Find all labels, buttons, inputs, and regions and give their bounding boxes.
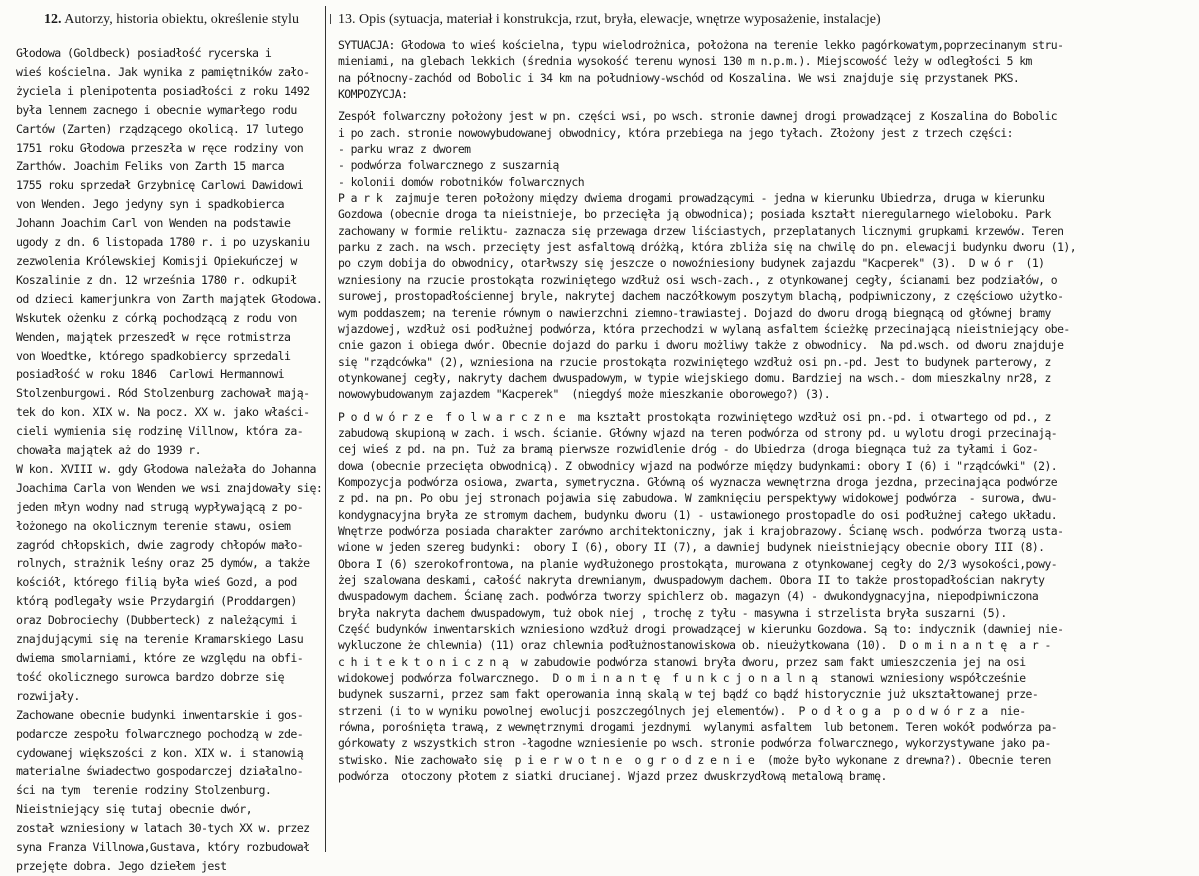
- text-line: budynek suszarni, przez sam fakt operowania inną skalą w tej bądź co bądź historycznie już ukształtowanej prze-: [338, 687, 1039, 702]
- text-line: kościół, którego filią była wieś Gozd, a pod: [16, 575, 297, 590]
- text-line: von Wenden. Jego jedyny syn i spadkobierca: [16, 197, 284, 212]
- section-12-number: 12.: [44, 12, 62, 27]
- text-line: Głodowa (Goldbeck) posiadłość rycerska i: [16, 46, 272, 60]
- text-line: kondygnacyjna bryła ze stromym dachem, budynku dworu (1) - ustawionego prostopadle do osi podłużnej całego układu.: [338, 507, 1058, 522]
- text-line: cej wieś z pd. na pn. Tuż za bramą pierwsze rozwidlenie dróg - do Ubiedrza (droga biegnąca tuż za tyłami i Goz-: [338, 442, 1039, 457]
- text-line: wieś kościelna. Jak wynika z pamiętników zało-: [16, 64, 310, 79]
- text-line: cnie gazon i obiega dwór. Obecnie dojazd do parku i dworu możliwy także z obwodnicy. Na pd.wsch. od dworu znajduje: [338, 338, 1064, 353]
- text-line: rolnych, strażnik leśny oraz 25 dymów, a także: [16, 556, 310, 571]
- text-line: jeden młyn wodny nad strugą wypływającą z po-: [16, 499, 304, 514]
- text-line: został wzniesiony w latach 30-tych XX w. przez: [16, 821, 310, 836]
- text-line: syna Franza Villnowa,Gustava, który rozbudował: [16, 840, 310, 855]
- text-line: z pd. na pn. Po obu jej stronach pojawia się zabudowa. W zamknięciu perspektywy widokowej podwórza - surowa, dwu-: [338, 491, 1058, 506]
- text-line: bryła nakryta dachem dwuspadowym, tuż obok niej , trochę z tyłu - masywna i strzelista bryła suszarni (5).: [338, 605, 1007, 620]
- text-line: Kompozycja podwórza osiowa, zwarta, symetryczna. Główną oś wyznacza wewnętrzna droga jezdna, przecinająca podwórze: [338, 474, 1058, 489]
- section-12-body: [16, 44, 323, 876]
- text-line: Koszalinie z dn. 12 września 1780 r. odkupił: [16, 272, 297, 287]
- text-line: ugody z dn. 6 listopada 1780 r. i po uzyskaniu: [16, 235, 310, 250]
- text-line: KOMPOZYCJA:: [338, 87, 408, 102]
- text-line: od dzieci kamerjunkra von Zarth majątek Głodowa.: [16, 291, 323, 306]
- text-line: chowała majątek aż do 1939 r.: [16, 443, 202, 458]
- text-line: ści na tym terenie rodziny Stolzenburg.: [16, 783, 272, 798]
- text-line: cieli wymienia się rodzinę Villnow, która za-: [16, 424, 304, 439]
- text-line: wione w jeden szereg budynki: obory I (6), obory II (7), a dawniej budynek nieistniejący obecnie obory III (8).: [338, 540, 1045, 555]
- section-13-number: 13.: [338, 12, 356, 27]
- text-line: łożonego na okolicznym terenie stawu, osiem: [16, 518, 291, 533]
- text-line: oraz Dobrociechy (Dubberteck) z należącymi i: [16, 613, 297, 628]
- park-and-manor-block: [338, 108, 1194, 402]
- section-13-heading: [338, 12, 1194, 28]
- section-13-title: Opis (sytuacja, materiał i konstrukcja, rzut, bryła, elewacje, wnętrze wyposażenie, instalacje): [359, 12, 881, 27]
- text-line: Obora I (6) szerokofrontowa, na planie wydłużonego prostokąta, murowana z otynkowanej cegły do 2/3 wysokości,powy-: [338, 556, 1058, 571]
- text-line: P o d w ó r z e f o l w a r c z n e ma kształt prostokąta rozwiniętego wzdłuż osi pn.-pd. i otwartego od pd., z: [338, 409, 1051, 424]
- text-line: życiela i plenipotenta posiadłości z roku 1492: [16, 83, 310, 98]
- text-line: - parku wraz z dworem: [338, 142, 471, 157]
- text-line: Zachowane obecnie budynki inwentarskie i gos-: [16, 707, 304, 722]
- text-line: zachowany w formie reliktu- zaznacza się przewaga drzew liściastych, przeplatanych licznymi grupkami krzewów. Teren: [338, 223, 1064, 238]
- text-line: Wskutek ożenku z córką pochodzącą z rodu von: [16, 310, 297, 325]
- text-line: rozwijały.: [16, 688, 80, 703]
- text-line: wym poddaszem; na terenie równym o nawierzchni ziemno-trawiastej. Dojazd do dworu drogą biegnącą od głównej bramy: [338, 305, 1051, 320]
- text-line: stwisko. Nie zachowało się p i e r w o t n e o g r o d z e n i e (może było wykonane z drewna?). Obecnie teren: [338, 752, 1051, 767]
- text-line: parku z zach. na wsch. przecięty jest asfaltową dróżką, która zbliża się na chwilę do pn. elewacji budynku dworu (1),: [338, 240, 1077, 255]
- text-line: nowowybudowanym zajazdem "Kacperek" (niegdyś może mieszkanie oborowego?) (3).: [338, 387, 831, 402]
- text-line: Zarthów. Joachim Feliks von Zarth 15 marca: [16, 159, 284, 174]
- text-line: otynkowanej cegły, nakryty dachem dwuspadowym, w typie wiejskiego domu. Bardziej na wsch.- dom mieszkalny nr28, z: [338, 370, 1051, 385]
- text-line: podwórza otoczony płotem z siatki drucianej. Wjazd przez dwuskrzydłową metalową bramę.: [338, 769, 887, 784]
- text-line: c h i t e k t o n i c z n ą w zabudowie podwórza stanowi bryła dworu, przez sam fakt umieszczenia jej na osi: [338, 654, 1026, 669]
- text-line: podarcze zespołu folwarcznego pochodzą w zde-: [16, 726, 304, 741]
- text-line: wykluczone że chlewnia) (11) oraz chlewnia podłużnostanowiskowa ob. nieużytkowana (10). D o m i n a n t ę a r -: [338, 638, 1051, 653]
- text-line: cydowanej większości z kon. XIX w. i stanowią: [16, 745, 304, 760]
- text-line: żej szalowana deskami, całość nakryta drewnianym, dwuspadowym dachem. Obora II to także prostopadłościan nakryty: [338, 573, 1045, 587]
- text-line: zabudową skupioną w zach. i wsch. ścianie. Główny wjazd na teren podwórza od strony pd. u wylotu drogi przecinają-: [338, 425, 1058, 440]
- text-line: surowej, prostopadłościennej bryle, nakrytej dachem naczółkowym poszytym blachą, podpiwniczony, z częściowo użytko-: [338, 289, 1064, 304]
- text-line: wjazdowej, wzdłuż osi podłużnej podwórza, która przechodzi w wylaną asfaltem ścieżkę przecinającą nieistniejący obe-: [338, 321, 1070, 336]
- text-line: Wenden, majątek przeszedł w ręce rotmistrza: [16, 329, 291, 344]
- text-line: Cartów (Zarten) rządzącego okolicą. 17 lutego: [16, 121, 304, 136]
- text-line: na północny-zachód od Bobolic i 34 km na południowy-wschód od Koszalina. We wsi znajduje się przystanek PKS.: [338, 70, 1020, 85]
- situation-block: [338, 37, 1194, 102]
- text-line: tek do kon. XIX w. Na pocz. XX w. jako właści-: [16, 405, 310, 420]
- text-line: Stolzenburgowi. Ród Stolzenburg zachował mają-: [16, 386, 310, 401]
- farmyard-block: [338, 409, 1194, 785]
- text-line: von Woedtke, którego spadkobiercy sprzedali: [16, 348, 291, 363]
- text-line: Wnętrze podwórza posiada charakter zarówno architektoniczny, jak i krajobrazowy. Ścianę wsch. podwórza tworzą usta-: [338, 523, 1064, 538]
- left-column: [6, 6, 326, 873]
- text-line: przejęte dobra. Jego dziełem jest: [16, 858, 227, 873]
- text-line: dwuspadowym dachem. Ścianę zach. podwórza tworzy spichlerz ob. magazyn (4) - dwukondygnacyjna, niepodpiwniczona: [338, 589, 1039, 604]
- text-line: widokowej podwórza folwarcznego. D o m i n a n t ę f u n k c j o n a l n ą stanowi wzniesiony współcześnie: [338, 671, 1026, 686]
- text-line: się "rządcówka" (2), wzniesiona na rzucie prostokąta rozwiniętego wzdłuż osi pn.-pd. Jest to budynek parterowy, z: [338, 354, 1051, 369]
- text-line: zezwolenia Królewskiej Komisji Opiekuńczej w: [16, 253, 297, 268]
- text-line: tość okolicznego surowca bardzo dobrze się: [16, 669, 284, 684]
- text-line: P a r k zajmuje teren położony między dwiema drogami prowadzącymi - jedna w kierunku Ubiedrza, druga w kierunku: [338, 191, 1045, 206]
- text-line: materialne świadectwo gospodarczej działalno-: [16, 764, 304, 779]
- text-line: którą podlegały wsie Przydargiń (Proddargen): [16, 594, 297, 609]
- text-line: Johann Joachim Carl von Wenden na podstawie: [16, 216, 291, 231]
- text-line: 1751 roku Głodowa przeszła w ręce rodziny von: [16, 140, 304, 155]
- text-line: Zespół folwarczny położony jest w pn. części wsi, po wsch. stronie dawnej drogi prowadzącej z Koszalina do Bobolic: [338, 109, 1058, 124]
- text-line: W kon. XVIII w. gdy Głodowa należała do Johanna: [16, 461, 316, 476]
- text-line: po czym dobija do obwodnicy, otarłwszy się jeszcze o nowoźniesiony budynek zajazdu "Kacperek" (3). D w ó r (1): [338, 256, 1045, 271]
- text-line: dowa (obecnie przecięta obwodnicą). Z obwodnicy wjazd na podwórze między budynkami: obory I (6) i "rządcówki" (2).: [338, 458, 1058, 473]
- text-line: - podwórza folwarcznego z suszarnią: [338, 158, 559, 173]
- text-line: 1755 roku sprzedał Grzybnicę Carlowi Dawidowi: [16, 178, 304, 193]
- text-line: strzeni (i to w wyniku powolnej ewolucji poszczególnych jej elementów). P o d ł o g a p o d w ó r z a nie-: [338, 703, 1026, 718]
- text-line: - kolonii domów robotników folwarcznych: [338, 174, 585, 189]
- text-line: dwiema smolarniami, które ze względu na obfi-: [16, 651, 304, 665]
- text-line: Nieistniejący się tutaj obecnie dwór,: [16, 802, 253, 817]
- text-line: znajdującymi się na terenie Kramarskiego Lasu: [16, 632, 304, 647]
- text-line: posiadłość w roku 1846 Carlowi Hermannowi: [16, 367, 284, 382]
- text-line: SYTUACJA: Głodowa to wieś kościelna, typu wielodrożnica, położona na terenie lekko pagórkowatym,poprzecinanym stru-: [338, 38, 1064, 52]
- text-line: górkowaty z wszystkich stron -łagodne wzniesienie po wsch. stronie podwórza folwarcznego, wykorzystywane jako pa-: [338, 736, 1051, 751]
- section-12-title: Autorzy, historia obiektu, określenie stylu: [64, 12, 299, 27]
- text-line: była lennem zacnego i obecnie wymarłego rodu: [16, 102, 297, 117]
- text-line: równa, porośnięta trawą, z wewnętrznymi drogami jezdnymi wylanymi asfaltem lub betonem. Teren wokół podwórza pa-: [338, 720, 1058, 735]
- text-line: mieniami, na glebach lekkich (średnia wysokość terenu wynosi 130 m n.p.m.). Miejscowość leży w odległości 5 km: [338, 54, 1032, 69]
- text-line: zagród chłopskich, dwie zagrody chłopów mało-: [16, 537, 304, 552]
- right-column: [334, 6, 1194, 852]
- section-12-heading: [44, 12, 319, 28]
- text-line: wzniesiony na rzucie prostokąta rozwiniętego wzdłuż osi wsch-zach., z otynkowanej cegły, ścianami bez podziałów, o: [338, 272, 1058, 287]
- text-line: Gozdowa (obecnie droga ta nieistnieje, bo przecięła ją obwodnica); posiada kształt nieregularnego wieloboku. Park: [338, 207, 1051, 222]
- text-line: Część budynków inwentarskich wzniesiono wzdłuż drogi prowadzącej w kierunku Gozdowa. Są to: indycznik (dawniej nie-: [338, 622, 1064, 637]
- text-line: Joachima Carla von Wenden we wsi znajdowały się:: [16, 480, 323, 495]
- text-line: i po zach. stronie nowowybudowanej obwodnicy, która przebiega na jego tyłach. Złożony jest z trzech części:: [338, 125, 1013, 140]
